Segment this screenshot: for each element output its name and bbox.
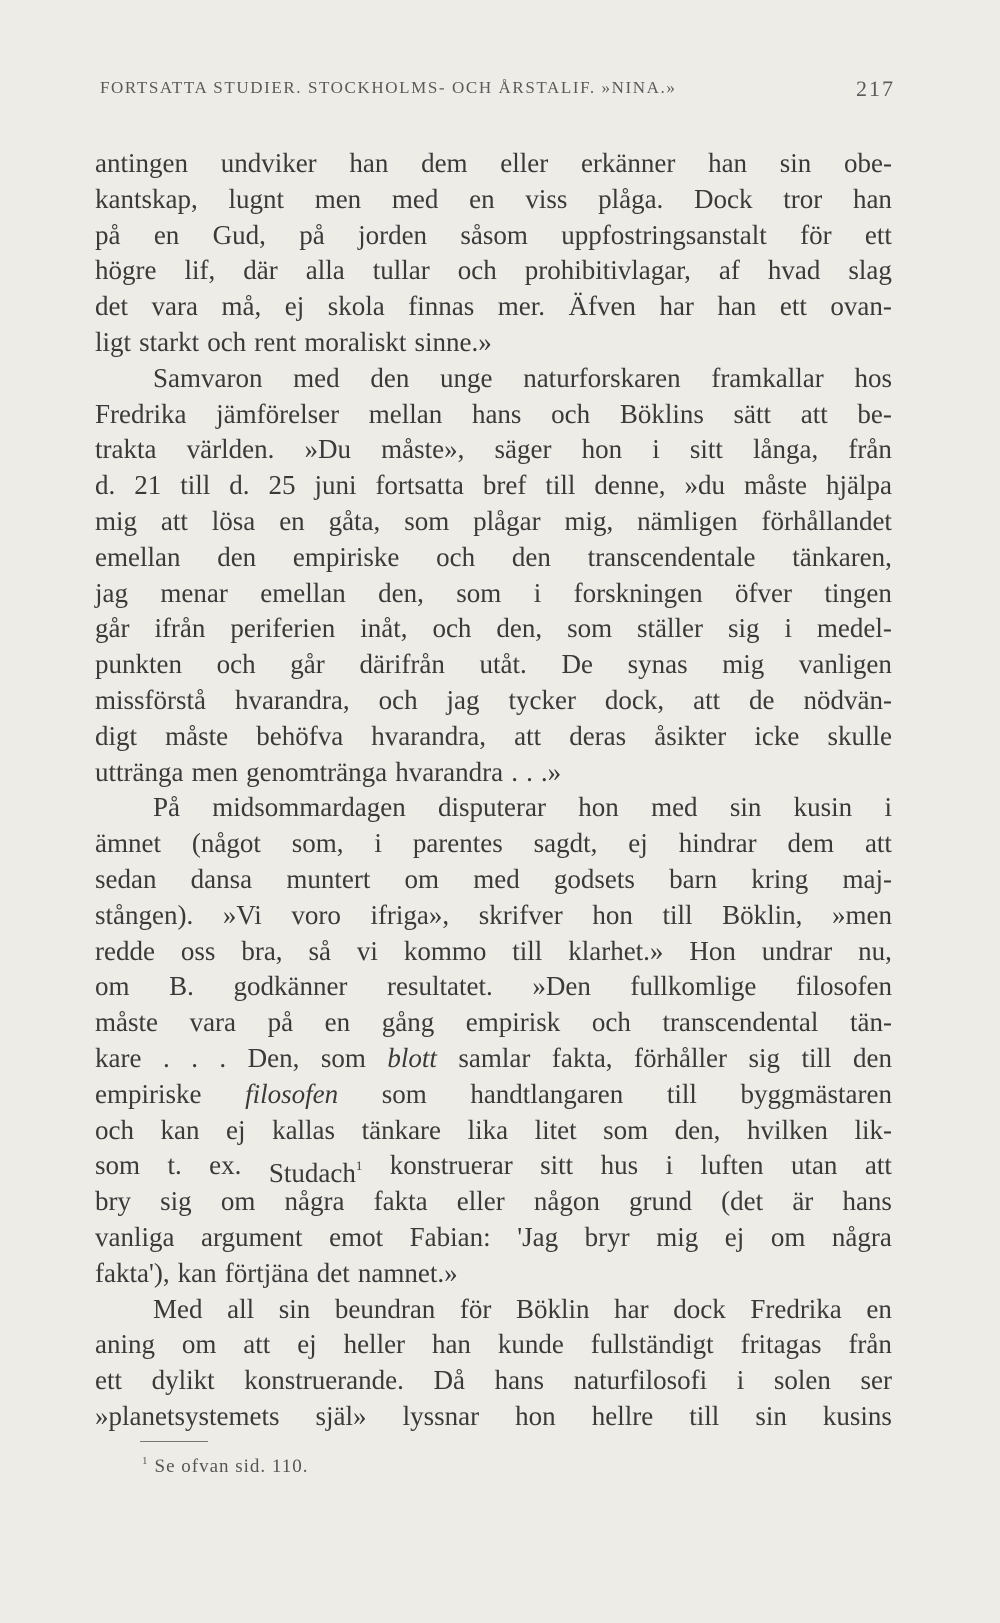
page-number: 217 (856, 76, 895, 101)
text-line: om B. godkänner resultatet. »Den fullkomlige filosofen (95, 971, 892, 1002)
text-line: empiriske filosofen som handtlangaren till byggmästaren (95, 1078, 892, 1109)
text-line: bry sig om några fakta eller någon grund (det är hans (95, 1186, 892, 1217)
text-line: ligt starkt och rent moraliskt sinne.» (95, 326, 492, 357)
text-line: och kan ej kallas tänkare lika litet som den, hvilken lik- (95, 1114, 892, 1145)
footnote-text: Se ofvan sid. 110. (154, 1456, 309, 1477)
text-line: kare . . . Den, som blott samlar fakta, förhåller sig till den (95, 1042, 892, 1073)
text-line: stången). »Vi voro ifriga», skrifver hon till Böklin, »men (95, 899, 892, 930)
text-line: kantskap, lugnt men med en viss plåga. Dock tror han (95, 183, 892, 214)
text-line: Fredrika jämförelser mellan hans och Böklins sätt att be- (95, 398, 892, 429)
text-line: mig att lösa en gåta, som plågar mig, nämligen förhållandet (95, 505, 892, 536)
running-head (100, 76, 895, 101)
text-line: vanliga argument emot Fabian: 'Jag bryr mig ej om några (95, 1221, 892, 1252)
text-line: går ifrån periferien inåt, och den, som ställer sig i medel- (95, 613, 892, 644)
text-line: det vara må, ej skola finnas mer. Äfven har han ett ovan- (95, 291, 892, 322)
text-line: fakta'), kan förtjäna det namnet.» (95, 1257, 458, 1288)
running-head-title: FORTSATTA STUDIER. STOCKHOLMS- OCH ÅRSTALIF. »NINA.» (100, 78, 677, 97)
text-line: högre lif, där alla tullar och prohibitivlagar, af hvad slag (95, 255, 892, 286)
footnote (142, 1455, 308, 1478)
text-line: aning om att ej heller han kunde fullständigt fritagas från (95, 1329, 892, 1360)
text-line: emellan den empiriske och den transcendentale tänkaren, (95, 541, 892, 572)
text-line: redde oss bra, så vi kommo till klarhet.» Hon undrar nu, (95, 935, 892, 966)
text-line: punkten och går därifrån utåt. De synas mig vanligen (95, 649, 892, 680)
text-line: trakta världen. »Du måste», säger hon i sitt långa, från (95, 434, 892, 465)
text-line: på en Gud, på jorden såsom uppfostringsanstalt för ett (95, 219, 892, 250)
footnote-mark: 1 (142, 1455, 149, 1467)
text-line: jag menar emellan den, som i forskningen öfver tingen (95, 577, 892, 608)
text-line: »planetsystemets själ» lyssnar hon hellre till sin kusins (95, 1400, 892, 1431)
footnote-rule (140, 1441, 208, 1442)
text-line: d. 21 till d. 25 juni fortsatta bref till denne, »du måste hjälpa (95, 470, 892, 501)
text-line: Med all sin beundran för Böklin har dock Fredrika en (153, 1293, 892, 1324)
text-line: uttränga men genomtränga hvarandra . . .» (95, 756, 562, 787)
text-line: som t. ex. Studach$^1$ konstruerar sitt hus i luften utan att (95, 1150, 892, 1189)
text-line: På midsommardagen disputerar hon med sin kusin i (153, 792, 892, 823)
text-line: ämnet (något som, i parentes sagdt, ej hindrar dem att (95, 828, 892, 859)
text-line: antingen undviker han dem eller erkänner han sin obe- (95, 148, 892, 178)
text-line: måste vara på en gång empirisk och transcendental tän- (95, 1007, 892, 1038)
text-line: missförstå hvarandra, och jag tycker dock, att de nödvän- (95, 684, 892, 715)
text-line: sedan dansa muntert om med godsets barn kring maj- (95, 863, 892, 894)
text-line: digt måste behöfva hvarandra, att deras åsikter icke skulle (95, 720, 892, 751)
text-line: ett dylikt konstruerande. Då hans naturfilosofi i solen ser (95, 1365, 892, 1396)
body-text (95, 146, 892, 1435)
text-line: Samvaron med den unge naturforskaren framkallar hos (153, 362, 892, 393)
